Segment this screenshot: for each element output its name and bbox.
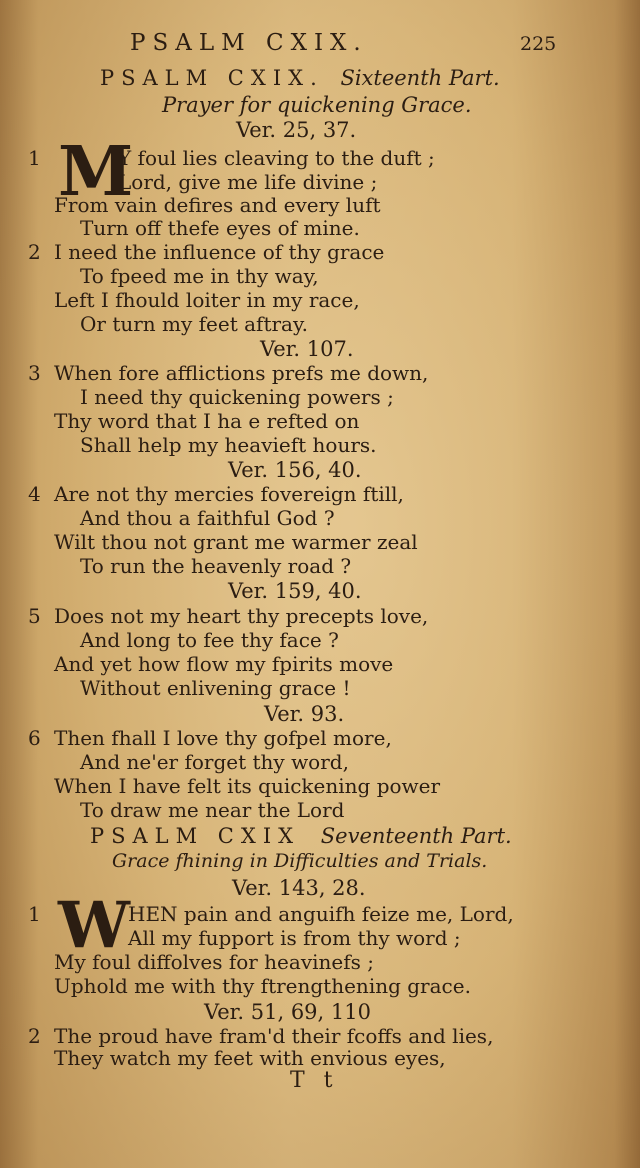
psalm-heading: PSALM CXIX. (100, 66, 324, 90)
verse-line: My foul diffolves for heavinefs ; (54, 950, 374, 974)
verse-line: They watch my feet with envious eyes, (54, 1046, 446, 1070)
verse-line: And yet how flow my fpirits move (54, 652, 394, 676)
stanza-number: 3 (28, 361, 41, 385)
verse-line: Y foul lies cleaving to the duft ; (118, 146, 435, 170)
stanza-number: 6 (28, 726, 41, 750)
verse-line: Without enlivening grace ! (80, 676, 351, 700)
verse-line: I need thy quickening powers ; (80, 385, 394, 409)
verse-line: HEN pain and anguifh feize me, Lord, (128, 902, 514, 926)
running-head-title: PSALM CXIX. (130, 30, 368, 56)
part-label: Sixteenth Part. (340, 66, 500, 90)
verse-line: Shall help my heavieft hours. (80, 433, 377, 457)
verse-reference: Ver. 25, 37. (236, 118, 357, 142)
verse-line: And thou a faithful God ? (80, 506, 335, 530)
verse-line: Does not my heart thy precepts love, (54, 604, 429, 628)
stanza-number: 2 (28, 240, 41, 264)
verse-line: Are not thy mercies fovereign ftill, (54, 482, 404, 506)
verse-reference: Ver. 51, 69, 110 (204, 1000, 371, 1024)
verse-line: All my fupport is from thy word ; (128, 926, 461, 950)
verse-line: When I have felt its quickening power (54, 774, 441, 798)
verse-line: The proud have fram'd their fcoffs and lies, (54, 1024, 494, 1048)
verse-reference: Ver. 159, 40. (228, 579, 362, 603)
section-heading-seventeenth (90, 824, 512, 848)
verse-line: I need the influence of thy grace (54, 240, 385, 264)
verse-line: To fpeed me in thy way, (80, 264, 319, 288)
verse-line: Or turn my feet aftray. (80, 312, 308, 336)
page-number: 225 (520, 33, 557, 55)
verse-reference: Ver. 143, 28. (232, 876, 366, 900)
part-label: Seventeenth Part. (320, 824, 512, 848)
section-heading-sixteenth (100, 66, 500, 90)
verse-line: Turn off thefe eyes of mine. (80, 216, 360, 240)
verse-line: To run the heavenly road ? (80, 554, 352, 578)
verse-line: Wilt thou not grant me warmer zeal (54, 530, 418, 554)
stanza-number: 4 (28, 482, 41, 506)
verse-line: And ne'er forget thy word, (80, 750, 349, 774)
verse-line: And long to fee thy face ? (80, 628, 339, 652)
verse-line: Uphold me with thy ftrengthening grace. (54, 974, 471, 998)
verse-line: Left I fhould loiter in my race, (54, 288, 360, 312)
stanza-number: 5 (28, 604, 41, 628)
verse-line: To draw me near the Lord (80, 798, 345, 822)
verse-reference: Ver. 156, 40. (228, 458, 362, 482)
signature-mark: T t (290, 1068, 339, 1093)
verse-line: Thy word that I ha e refted on (54, 409, 360, 433)
section-subtitle: Prayer for quickening Grace. (162, 93, 472, 117)
stanza-number: 2 (28, 1024, 41, 1048)
stanza-number: 1 (28, 146, 41, 170)
section-subtitle: Grace fhining in Difficulties and Trials. (112, 850, 488, 872)
psalm-heading: PSALM CXIX (90, 824, 301, 848)
verse-line: Lord, give me life divine ; (118, 170, 378, 194)
stanza-number: 1 (28, 902, 41, 926)
verse-line: From vain defires and every luft (54, 193, 381, 217)
drop-cap-letter: W (58, 888, 130, 963)
verse-line: When fore afflictions prefs me down, (54, 361, 429, 385)
verse-reference: Ver. 107. (260, 337, 354, 361)
verse-line: Then fhall I love thy gofpel more, (54, 726, 392, 750)
verse-reference: Ver. 93. (264, 702, 345, 726)
drop-cap-letter: M (58, 132, 134, 212)
